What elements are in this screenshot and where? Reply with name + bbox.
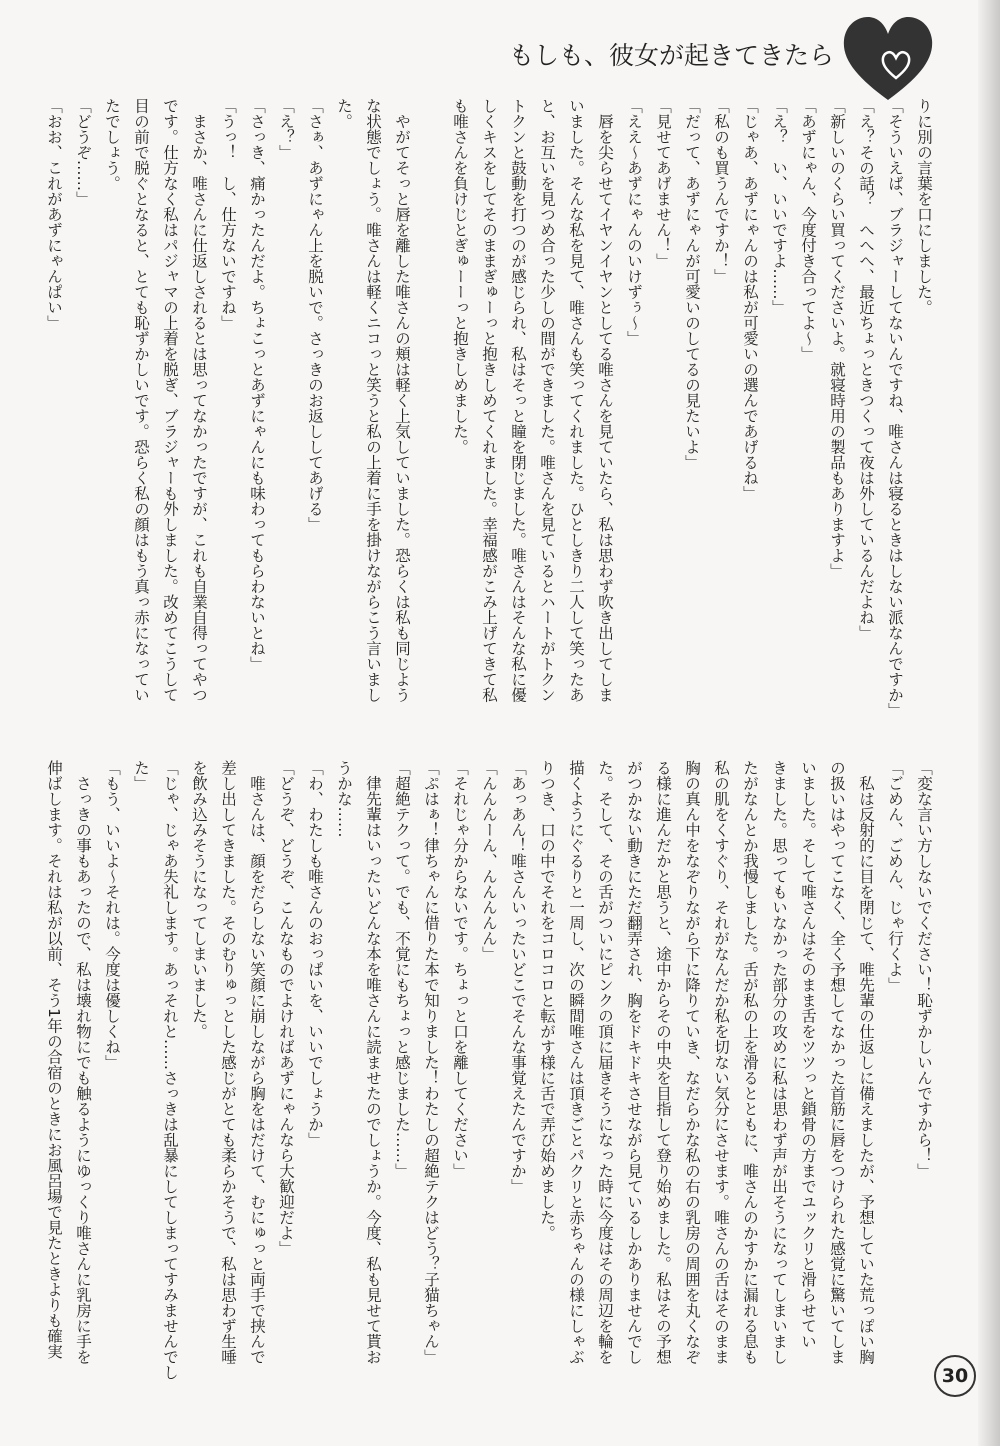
text-line: た。そして、その舌がついにピンクの頂に届きそうになった時に今度はその周辺を輪を xyxy=(596,760,614,1365)
text-line: と、お互いを見つめ合った少しの間ができました。唯さんを見ているとハートがトクン xyxy=(538,98,556,703)
text-line: 「わ、わたしも唯さんのおっぱいを、いいでしょうか」 xyxy=(306,760,324,1148)
text-line: 「それじゃ分からないです。ちょっと口を離してください」 xyxy=(451,760,469,1179)
text-line: 唯さんは、顔をだらしない笑顔に崩しながら胸をはだけて、むにゅっと両手で挟んで xyxy=(248,760,266,1365)
text-line: の扱いはやってこなく、全く予想してなかった首筋に唇をつけられた感覚に驚いてしま xyxy=(828,760,846,1365)
text-line: 唇を尖らせてイヤンイヤンとしてる唯さんを見ていたら、私は思わず吹き出してしま xyxy=(596,98,614,703)
text-line: やがてそっと唇を離した唯さんの頬は軽く上気していました。恐らくは私も同じよう xyxy=(393,98,411,703)
text-line: 「え？その話？ へへへ、最近ちょっときつくって夜は外しているんだよね」 xyxy=(857,98,875,641)
text-line: る様に進んだかと思うと、途中からその中央を目指して登り始めました。私はその予想 xyxy=(654,760,672,1365)
text-line: 「私のも買うんですか！」 xyxy=(712,98,730,284)
text-line: 胸の真ん中をなぞりながら下に降りていき、なだらかな私の右の乳房の周囲を丸くなぞ xyxy=(683,760,701,1365)
text-line: 「どうぞ……」 xyxy=(74,98,92,207)
text-line: 「うっ！ し、仕方ないですね」 xyxy=(219,98,237,331)
text-line: 「え？」 xyxy=(277,98,295,160)
text-line: 「ごめん、ごめん、じゃ行くよ」 xyxy=(886,760,904,993)
text-line: 「え？ い、いいですよ……」 xyxy=(770,98,788,315)
text-line: 「見せてあげません！」 xyxy=(654,98,672,269)
text-line: 差し出してきました。そのむりゅっとした感じがとても柔らかそうで、私は思わず生唾 xyxy=(219,760,237,1365)
text-line: 「さっき、痛かったんだよ。ちょこっとあずにゃんにも味わってもらわないとね」 xyxy=(248,98,266,672)
text-line: を飲み込みそうになってしまいました。 xyxy=(190,760,208,1039)
page-number: 30 xyxy=(934,1355,976,1397)
page-edge-shadow xyxy=(978,0,1000,1446)
text-line: た」 xyxy=(132,760,150,791)
text-line: 「だって、あずにゃんが可愛いのしてるの見たいよ」 xyxy=(683,98,701,470)
chapter-title: もしも、彼女が起きてきたら xyxy=(508,41,834,70)
text-line: 伸ばします。それは私が以前、そう1年の合宿のときにお風呂場で見たときよりも確実 xyxy=(45,760,63,1359)
text-line: 「ええ～あずにゃんのいけずぅ～」 xyxy=(625,98,643,346)
text-block-top xyxy=(39,98,938,752)
text-line: た。 xyxy=(335,98,353,129)
text-line: まさか、唯さんに仕返しされるとは思ってなかったですが、これも自業自得ってやつ xyxy=(190,98,208,703)
text-line: 目の前で脱ぐとなると、とても恥ずかしいです。恐らく私の顔はもう真っ赤になってい xyxy=(132,98,150,703)
text-line: 「じゃあ、あずにゃんのは私が可愛いの選んであげるね」 xyxy=(741,98,759,501)
text-line: うかな…… xyxy=(335,760,353,838)
text-line: 「じゃ、じゃあ失礼します。あっそれと……さっきは乱暴にしてしまってすみませんでし xyxy=(161,760,179,1380)
text-line: たでしょう。 xyxy=(103,98,121,191)
text-line: 「新しいのくらい買ってくださいよ。就寝時用の製品もありますよ」 xyxy=(828,98,846,579)
text-line: 「あずにゃん、今度付き合ってよ～」 xyxy=(799,98,817,362)
text-line: いました。そして唯さんはそのまま舌をツツっと鎖骨の方までユックリと滑らせてい xyxy=(799,760,817,1349)
text-line: 「あっあん！唯さんいったいどこでそんな事覚えたんですか」 xyxy=(509,760,527,1194)
text-line xyxy=(416,98,445,752)
text-line: です。仕方なく私はパジャマの上着を脱ぎ、ブラジャーも外しました。改めてこうして xyxy=(161,98,179,703)
text-line: トクンと鼓動を打つのが感じられ、私はそっと瞳を閉じました。唯さんはそんな私に優 xyxy=(509,98,527,703)
text-line: な状態でしょう。唯さんは軽くニコっと笑うと私の上着に手を掛けながらこう言いまし xyxy=(364,98,382,703)
text-line: しくキスをしてそのままぎゅーっと抱きしめてくれました。幸福感がこみ上げてきて私 xyxy=(480,98,498,703)
text-line: 律先輩はいったいどんな本を唯さんに読ませたのでしょうか。今度、私も見せて貰お xyxy=(364,760,382,1365)
text-line: 描くようにぐるりと一周し、次の瞬間唯さんは頂きごとパクリと赤ちゃんの様にしゃぶ xyxy=(567,760,585,1365)
text-line: 「おお、これがあずにゃんぱい」 xyxy=(45,98,63,331)
text-line: きました。思ってもいなかった部分の攻めに私は思わず声が出そうになってしまいまし xyxy=(770,760,788,1365)
text-line: 私は反射的に目を閉じて、唯先輩の仕返しに備えましたが、予想していた荒っぽい胸 xyxy=(857,760,875,1365)
text-line: 「もう、いいよ～それは。今度は優しくね」 xyxy=(103,760,121,1070)
text-line: も唯さんを負けじとぎゅーーっと抱きしめました。 xyxy=(451,98,469,455)
text-line: 「どうぞ、どうぞ、こんなものでよければあずにゃんなら大歓迎だよ」 xyxy=(277,760,295,1256)
text-line: 「さぁ、あずにゃん上を脱いで。さっきのお返ししてあげる」 xyxy=(306,98,324,532)
text-line: りつき、口の中でそれをコロコロと転がす様に舌で弄び始めました。 xyxy=(538,760,556,1241)
text-line: 「ぷはぁ！律ちゃんに借りた本で知りました！わたしの超絶テクはどう？子猫ちゃん」 xyxy=(422,760,440,1365)
text-line: 「超絶テクって。でも、不覚にもちょっと感じました……」 xyxy=(393,760,411,1179)
text-line: がつかない動きにただ翻弄され、胸をドキドキさせながら見ているしかありませんでし xyxy=(625,760,643,1365)
heart-icon xyxy=(838,8,938,108)
text-line: 「んんんーん、んんんんん」 xyxy=(480,760,498,962)
text-line: たがなんとか我慢しました。舌が私の上を滑るとともに、唯さんのかすかに漏れる息も xyxy=(741,760,759,1365)
text-block-bottom xyxy=(39,760,938,1414)
text-line: 私の肌をくすぐり、それがなんだか私を切ない気分にさせます。唯さんの舌はそのまま xyxy=(712,760,730,1365)
text-line: 「そういえば、ブラジャーしてないんですね、唯さんは寝るときはしない派なんですか」 xyxy=(886,98,904,718)
text-line: さっきの事もあったので、私は壊れ物にでも触るようにゆっくり唯さんに乳房に手を xyxy=(74,760,92,1365)
text-line: 「変な言い方しないでください！恥ずかしいんですから！」 xyxy=(915,760,933,1179)
text-line: りに別の言葉を口にしました。 xyxy=(915,98,933,315)
text-line: いました。そんな私を見て、唯さんも笑ってくれました。ひとしきり二人して笑ったあ xyxy=(567,98,585,703)
